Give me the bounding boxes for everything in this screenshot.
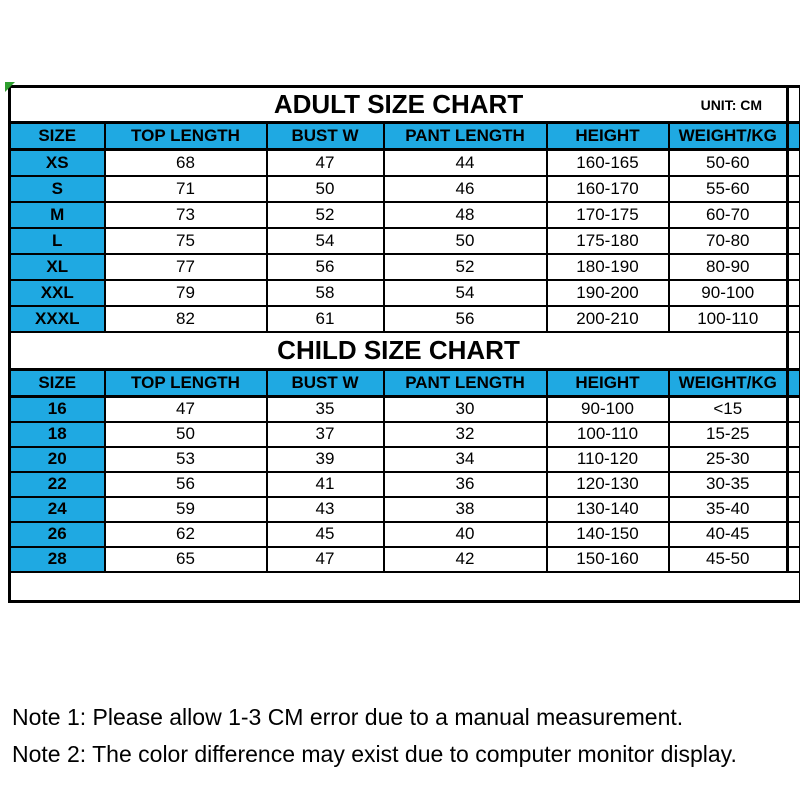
- spacer-cell: [788, 306, 800, 332]
- table-cell: 77: [105, 254, 267, 280]
- table-cell: 32: [384, 422, 547, 447]
- note-line-1: Note 1: Please allow 1-3 CM error due to a manual measurement.: [12, 704, 684, 730]
- table-cell: 59: [105, 497, 267, 522]
- size-cell: S: [10, 176, 105, 202]
- table-cell: 55-60: [669, 176, 788, 202]
- size-cell: XS: [10, 150, 105, 176]
- table-cell: 52: [267, 202, 384, 228]
- table-cell: 50: [267, 176, 384, 202]
- spacer-cell: [788, 87, 800, 123]
- table-cell: 50-60: [669, 150, 788, 176]
- spacer-cell: [788, 123, 800, 150]
- spacer-cell: [788, 547, 800, 572]
- table-cell: 30: [384, 397, 547, 422]
- size-cell: 20: [10, 447, 105, 472]
- table-cell: 30-35: [669, 472, 788, 497]
- spacer-cell: [788, 472, 800, 497]
- table-cell: 68: [105, 150, 267, 176]
- table-row-xl: [10, 254, 800, 280]
- table-cell: 54: [267, 228, 384, 254]
- size-chart-box: [8, 85, 798, 603]
- table-cell: 75: [105, 228, 267, 254]
- size-cell: 28: [10, 547, 105, 572]
- table-cell: 41: [267, 472, 384, 497]
- column-header-size: SIZE: [10, 123, 105, 150]
- adult-title-row: [10, 87, 800, 123]
- green-corner-mark: [5, 82, 15, 92]
- child-chart-title: CHILD SIZE CHART: [277, 334, 520, 365]
- table-cell: 82: [105, 306, 267, 332]
- adult-header-row: [10, 123, 800, 150]
- spacer-cell: [788, 332, 800, 370]
- table-row-m: [10, 202, 800, 228]
- table-row-xxxl: [10, 306, 800, 332]
- empty-footer-row: [10, 572, 800, 602]
- table-row-24: [10, 497, 800, 522]
- table-cell: 42: [384, 547, 547, 572]
- column-header-height: HEIGHT: [547, 370, 669, 397]
- unit-label: UNIT: CM: [700, 96, 763, 113]
- table-cell: <15: [669, 397, 788, 422]
- table-cell: 48: [384, 202, 547, 228]
- spacer-cell: [788, 370, 800, 397]
- table-cell: 65: [105, 547, 267, 572]
- column-header-bust-w: BUST W: [267, 370, 384, 397]
- table-cell: 71: [105, 176, 267, 202]
- spacer-cell: [788, 522, 800, 547]
- table-cell: 170-175: [547, 202, 669, 228]
- size-cell: 24: [10, 497, 105, 522]
- spacer-cell: [788, 280, 800, 306]
- table-cell: 90-100: [669, 280, 788, 306]
- table-cell: 25-30: [669, 447, 788, 472]
- table-cell: 60-70: [669, 202, 788, 228]
- table-cell: 15-25: [669, 422, 788, 447]
- column-header-weight: WEIGHT/KG: [669, 123, 788, 150]
- table-cell: 130-140: [547, 497, 669, 522]
- table-cell: 160-170: [547, 176, 669, 202]
- size-cell: XXL: [10, 280, 105, 306]
- table-cell: 47: [105, 397, 267, 422]
- column-header-bust-w: BUST W: [267, 123, 384, 150]
- table-cell: 100-110: [547, 422, 669, 447]
- table-cell: 54: [384, 280, 547, 306]
- spacer-cell: [788, 254, 800, 280]
- size-cell: 16: [10, 397, 105, 422]
- table-cell: 120-130: [547, 472, 669, 497]
- column-header-pant-length: PANT LENGTH: [384, 370, 547, 397]
- empty-footer-cell: [10, 572, 800, 602]
- column-header-size: SIZE: [10, 370, 105, 397]
- spacer-cell: [788, 422, 800, 447]
- table-row-22: [10, 472, 800, 497]
- size-cell: L: [10, 228, 105, 254]
- table-cell: 38: [384, 497, 547, 522]
- spacer-cell: [788, 150, 800, 176]
- table-cell: 56: [267, 254, 384, 280]
- table-cell: 53: [105, 447, 267, 472]
- size-cell: 26: [10, 522, 105, 547]
- size-cell: 22: [10, 472, 105, 497]
- adult-chart-title: ADULT SIZE CHART: [273, 89, 524, 119]
- column-header-weight: WEIGHT/KG: [669, 370, 788, 397]
- table-cell: 79: [105, 280, 267, 306]
- table-cell: 50: [384, 228, 547, 254]
- child-header-row: [10, 370, 800, 397]
- spacer-cell: [788, 447, 800, 472]
- table-cell: 73: [105, 202, 267, 228]
- table-cell: 47: [267, 547, 384, 572]
- table-cell: 110-120: [547, 447, 669, 472]
- spacer-cell: [788, 497, 800, 522]
- column-header-pant-length: PANT LENGTH: [384, 123, 547, 150]
- spacer-cell: [788, 202, 800, 228]
- column-header-height: HEIGHT: [547, 123, 669, 150]
- table-cell: 175-180: [547, 228, 669, 254]
- table-cell: 150-160: [547, 547, 669, 572]
- table-cell: 56: [384, 306, 547, 332]
- table-row-18: [10, 422, 800, 447]
- table-cell: 44: [384, 150, 547, 176]
- size-table: [8, 85, 800, 603]
- table-cell: 58: [267, 280, 384, 306]
- table-cell: 180-190: [547, 254, 669, 280]
- table-cell: 90-100: [547, 397, 669, 422]
- table-cell: 46: [384, 176, 547, 202]
- table-row-16: [10, 397, 800, 422]
- table-cell: 45: [267, 522, 384, 547]
- table-cell: 37: [267, 422, 384, 447]
- table-row-20: [10, 447, 800, 472]
- spacer-cell: [788, 176, 800, 202]
- size-cell: XL: [10, 254, 105, 280]
- spacer-cell: [788, 228, 800, 254]
- table-cell: 70-80: [669, 228, 788, 254]
- table-cell: 160-165: [547, 150, 669, 176]
- size-cell: XXXL: [10, 306, 105, 332]
- size-cell: M: [10, 202, 105, 228]
- table-cell: 36: [384, 472, 547, 497]
- table-cell: 100-110: [669, 306, 788, 332]
- table-cell: 47: [267, 150, 384, 176]
- table-cell: 61: [267, 306, 384, 332]
- column-header-top-length: TOP LENGTH: [105, 123, 267, 150]
- table-row-28: [10, 547, 800, 572]
- table-cell: 35-40: [669, 497, 788, 522]
- table-cell: 62: [105, 522, 267, 547]
- table-cell: 35: [267, 397, 384, 422]
- notes-block: [12, 699, 737, 773]
- table-cell: 39: [267, 447, 384, 472]
- table-cell: 56: [105, 472, 267, 497]
- table-cell: 140-150: [547, 522, 669, 547]
- table-row-xxl: [10, 280, 800, 306]
- table-cell: 45-50: [669, 547, 788, 572]
- table-cell: 34: [384, 447, 547, 472]
- table-cell: 40-45: [669, 522, 788, 547]
- note-line-2: Note 2: The color difference may exist due to computer monitor display.: [12, 741, 737, 767]
- table-cell: 80-90: [669, 254, 788, 280]
- table-cell: 43: [267, 497, 384, 522]
- spacer-cell: [788, 397, 800, 422]
- table-cell: 50: [105, 422, 267, 447]
- table-cell: 40: [384, 522, 547, 547]
- table-cell: 52: [384, 254, 547, 280]
- table-cell: 190-200: [547, 280, 669, 306]
- size-cell: 18: [10, 422, 105, 447]
- child-title-cell: [10, 332, 788, 370]
- table-row-s: [10, 176, 800, 202]
- column-header-top-length: TOP LENGTH: [105, 370, 267, 397]
- table-cell: 200-210: [547, 306, 669, 332]
- table-row-xs: [10, 150, 800, 176]
- table-row-26: [10, 522, 800, 547]
- table-row-l: [10, 228, 800, 254]
- child-title-row: [10, 332, 800, 370]
- adult-title-cell: [10, 87, 788, 123]
